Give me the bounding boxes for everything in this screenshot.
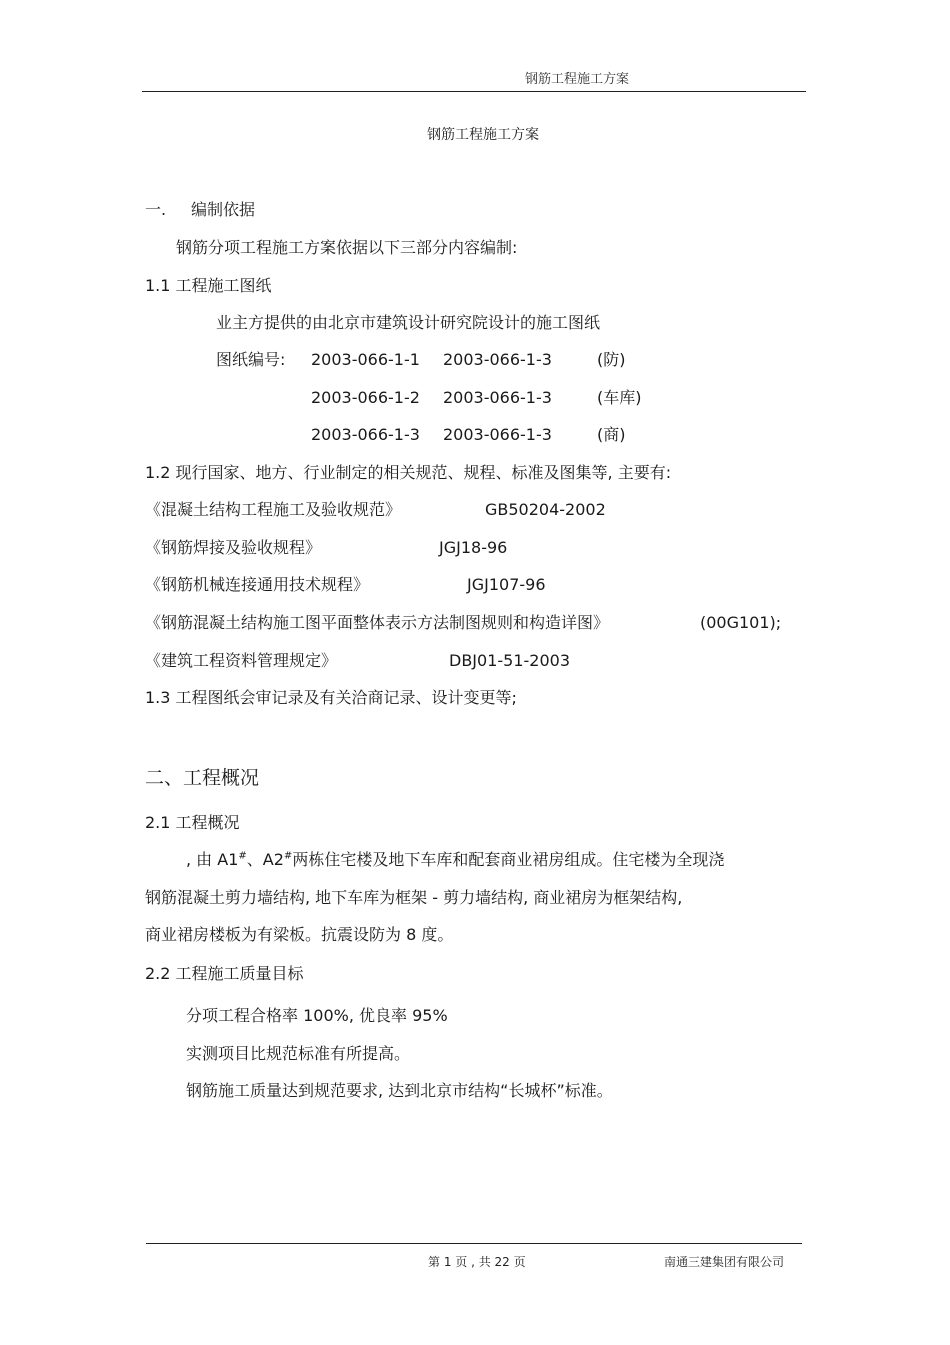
subsection-2-1: 2.1 工程概况 — [145, 813, 240, 832]
section1-number: 一. — [145, 200, 167, 219]
subsection-2-2: 2.2 工程施工质量目标 — [145, 964, 304, 983]
standard-code: (00G101); — [700, 613, 782, 632]
standard-name: 《钢筋混凝土结构施工图平面整体表示方法制图规则和构造详图》 — [145, 613, 610, 632]
subsection-1-1: 1.1 工程施工图纸 — [145, 276, 272, 295]
running-header: 钢筋工程施工方案 — [525, 72, 630, 87]
section1-heading: 编制依据 — [191, 200, 256, 219]
company-name: 南通三建集团有限公司 — [664, 1255, 785, 1269]
standard-name: 《钢筋焊接及验收规程》 — [145, 538, 322, 557]
standard-code: DBJ01-51-2003 — [449, 651, 570, 670]
drawing-no-b: 2003-066-1-3 — [443, 425, 552, 444]
drawing-no-a: 2003-066-1-2 — [311, 388, 420, 407]
drawing-no-b: 2003-066-1-3 — [443, 388, 552, 407]
standard-name: 《钢筋机械连接通用技术规程》 — [145, 575, 370, 594]
drawing-type: (商) — [597, 425, 626, 444]
subsection-1-3: 1.3 工程图纸会审记录及有关洽商记录、设计变更等; — [145, 688, 517, 707]
section1-intro: 钢筋分项工程施工方案依据以下三部分内容编制: — [176, 238, 518, 257]
quality-goal: 钢筋施工质量达到规范要求, 达到北京市结构“长城杯”标准。 — [186, 1081, 613, 1100]
subsection-1-2: 1.2 现行国家、地方、行业制定的相关规范、规程、标准及图集等, 主要有: — [145, 463, 672, 482]
standard-code: JGJ18-96 — [439, 538, 508, 557]
drawing-type: (防) — [597, 350, 626, 369]
header-rule — [142, 91, 806, 92]
quality-goal: 分项工程合格率 100%, 优良率 95% — [186, 1006, 448, 1025]
overview-paragraph-line1: , 由 A1#、A2#两栋住宅楼及地下车库和配套商业裙房组成。住宅楼为全现浇 — [186, 850, 725, 869]
drawing-no-b: 2003-066-1-3 — [443, 350, 552, 369]
standard-name: 《建筑工程资料管理规定》 — [145, 651, 338, 670]
drawing-type: (车库) — [597, 388, 642, 407]
drawing-no-a: 2003-066-1-3 — [311, 425, 420, 444]
drawings-label: 图纸编号: — [216, 350, 286, 369]
drawings-source: 业主方提供的由北京市建筑设计研究院设计的施工图纸 — [216, 313, 601, 332]
footer-rule — [146, 1243, 802, 1244]
drawing-no-a: 2003-066-1-1 — [311, 350, 420, 369]
document-title: 钢筋工程施工方案 — [427, 127, 539, 143]
quality-goal: 实测项目比规范标准有所提高。 — [186, 1044, 411, 1063]
standard-code: JGJ107-96 — [467, 575, 546, 594]
overview-paragraph-line2: 钢筋混凝土剪力墙结构, 地下车库为框架 - 剪力墙结构, 商业裙房为框架结构, — [145, 888, 683, 907]
standard-name: 《混凝土结构工程施工及验收规范》 — [145, 500, 402, 519]
page-number: 第 1 页 , 共 22 页 — [428, 1255, 526, 1269]
standard-code: GB50204-2002 — [485, 500, 606, 519]
overview-paragraph-line3: 商业裙房楼板为有梁板。抗震设防为 8 度。 — [145, 925, 454, 944]
section2-heading: 二、工程概况 — [145, 767, 260, 789]
